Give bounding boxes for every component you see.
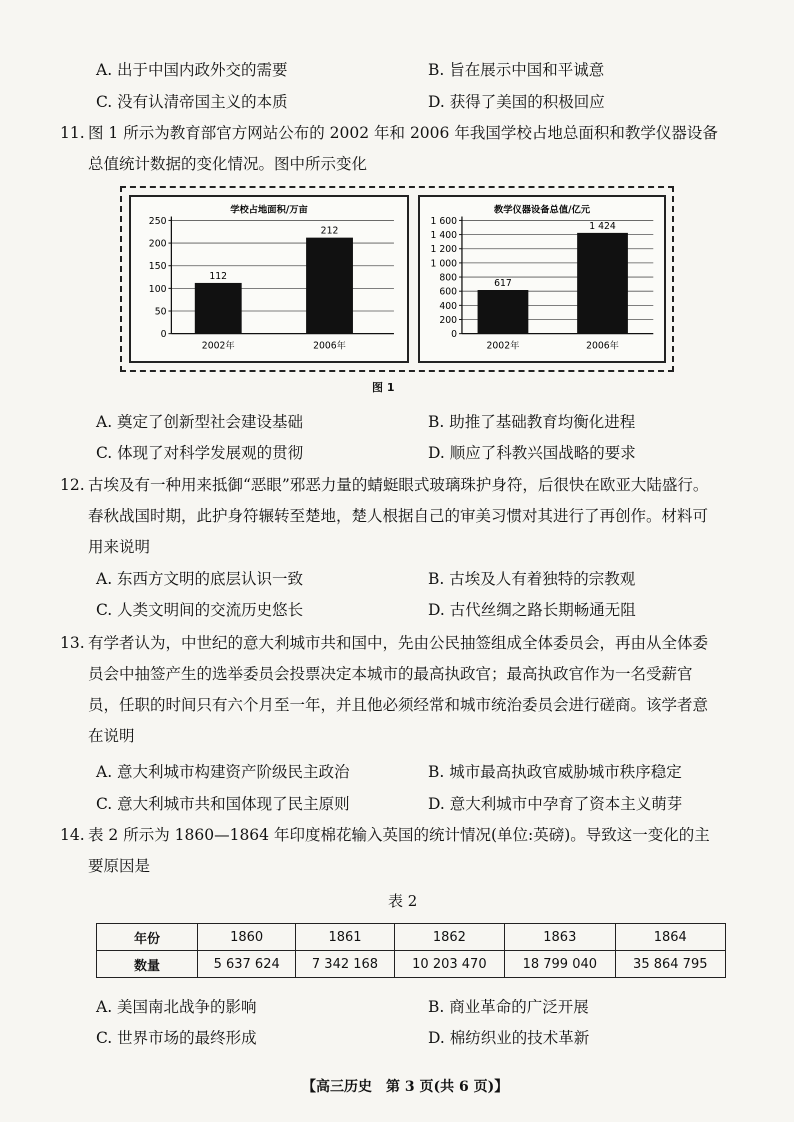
q11-options-row-1 <box>96 410 756 434</box>
question-12-line-1: 古埃及有一种用来抵御“恶眼”邪恶力量的蜻蜓眼式玻璃珠护身符，后很快在欧亚大陆盛行。 <box>88 476 709 494</box>
q11-option-b: B. 助推了基础教育均衡化进程 <box>428 413 636 431</box>
q12-option-d: D. 古代丝绸之路长期畅通无阻 <box>428 601 636 619</box>
q12-option-b: B. 古埃及人有着独特的宗教观 <box>428 570 636 588</box>
q10-option-b: B. 旨在展示中国和平诚意 <box>428 61 605 79</box>
q14-option-c: C. 世界市场的最终形成 <box>96 1029 257 1047</box>
question-12 <box>60 470 738 563</box>
table-cell-year: 1862 <box>394 924 504 951</box>
table-head-amount: 数量 <box>97 951 198 978</box>
page-footer: 【高三历史 第 3 页(共 6 页)】 <box>302 1079 509 1095</box>
bar <box>478 290 529 334</box>
data-label: 1 424 <box>589 220 616 232</box>
question-12-line-3: 用来说明 <box>88 538 151 556</box>
y-tick-label: 150 <box>148 261 167 273</box>
chart-title: 教学仪器设备总值/亿元 <box>493 204 591 216</box>
table-head-year: 年份 <box>97 924 198 951</box>
q10-options-row-2 <box>96 90 756 114</box>
y-tick-label: 50 <box>154 306 167 318</box>
data-label: 212 <box>320 225 339 237</box>
q14-options-row-1 <box>96 995 756 1019</box>
q11-option-d: D. 顺应了科教兴国战略的要求 <box>428 444 636 462</box>
q13-option-c: C. 意大利城市共和国体现了民主原则 <box>96 795 350 813</box>
question-12-number: 12. <box>60 476 85 494</box>
question-11 <box>60 118 738 180</box>
q10-options-row-1 <box>96 58 756 82</box>
y-tick-label: 1 000 <box>430 258 458 270</box>
q12-options-row-2 <box>96 598 756 622</box>
question-11-number: 11. <box>60 124 85 142</box>
q10-option-c: C. 没有认清帝国主义的本质 <box>96 93 288 111</box>
y-tick-label: 0 <box>160 329 167 341</box>
y-tick-label: 200 <box>439 314 458 326</box>
q13-option-a: A. 意大利城市构建资产阶级民主政治 <box>96 763 350 781</box>
cotton-import-table <box>96 923 726 978</box>
question-14-number: 14. <box>60 826 85 844</box>
chart-panel-area <box>129 195 409 363</box>
chart-school-area <box>131 197 407 361</box>
y-tick-label: 0 <box>451 329 458 341</box>
question-11-line-1: 图 1 所示为教育部官方网站公布的 2002 年和 2006 年我国学校占地总面积和教学仪器设备 <box>88 124 718 142</box>
question-13-line-3: 员，任职的时间只有六个月至一年，并且他必须经常和城市统治委员会进行磋商。该学者意 <box>88 696 709 714</box>
table-cell-year: 1864 <box>615 924 725 951</box>
data-label: 112 <box>209 271 228 283</box>
question-14-line-2: 要原因是 <box>88 857 151 875</box>
y-tick-label: 1 400 <box>430 230 458 241</box>
table-cell-year: 1860 <box>198 924 296 951</box>
question-13-line-2: 员会中抽签产生的选举委员会投票决定本城市的最高执政官；最高执政官作为一名受薪官 <box>88 665 693 683</box>
data-label: 617 <box>494 278 512 290</box>
table-cell-amount: 5 637 624 <box>198 951 296 978</box>
q12-options-row-1 <box>96 567 756 591</box>
chart-title: 学校占地面积/万亩 <box>230 204 308 216</box>
bar <box>577 233 628 334</box>
table-cell-amount: 18 799 040 <box>505 951 615 978</box>
table-row-amounts <box>97 951 726 978</box>
q11-options-row-2 <box>96 441 756 465</box>
y-tick-label: 800 <box>439 272 458 284</box>
table-cell-amount: 7 342 168 <box>296 951 394 978</box>
q14-option-b: B. 商业革命的广泛开展 <box>428 998 589 1016</box>
table-cell-amount: 10 203 470 <box>394 951 504 978</box>
table-2-caption: 表 2 <box>388 892 418 910</box>
y-tick-label: 200 <box>148 238 167 250</box>
q10-option-d: D. 获得了美国的积极回应 <box>428 93 605 111</box>
q13-options-row-2 <box>96 792 756 816</box>
q13-options-row-1 <box>96 760 756 784</box>
x-tick-label: 2006年 <box>313 340 346 352</box>
q11-option-a: A. 奠定了创新型社会建设基础 <box>96 413 304 431</box>
q12-option-a: A. 东西方文明的底层认识一致 <box>96 570 304 588</box>
y-tick-label: 400 <box>439 300 458 312</box>
q12-option-c: C. 人类文明间的交流历史悠长 <box>96 601 304 619</box>
chart-equipment-value <box>420 197 664 361</box>
figure-1-caption: 图 1 <box>372 381 395 394</box>
q13-option-b: B. 城市最高执政官威胁城市秩序稳定 <box>428 763 682 781</box>
q13-option-d: D. 意大利城市中孕育了资本主义萌芽 <box>428 795 683 813</box>
question-11-line-2: 总值统计数据的变化情况。图中所示变化 <box>88 155 368 173</box>
x-tick-label: 2002年 <box>201 340 235 352</box>
question-13 <box>60 628 738 752</box>
bar <box>195 283 242 334</box>
y-tick-label: 1 200 <box>430 244 458 256</box>
q10-option-a: A. 出于中国内政外交的需要 <box>96 61 288 79</box>
question-14 <box>60 820 738 882</box>
q14-option-d: D. 棉纺织业的技术革新 <box>428 1029 590 1047</box>
x-tick-label: 2002年 <box>486 340 520 352</box>
chart-panel-equipment <box>418 195 666 363</box>
x-tick-label: 2006年 <box>586 340 619 352</box>
question-13-number: 13. <box>60 634 85 652</box>
q14-option-a: A. 美国南北战争的影响 <box>96 998 257 1016</box>
table-cell-year: 1861 <box>296 924 394 951</box>
table-cell-year: 1863 <box>505 924 615 951</box>
y-tick-label: 250 <box>148 215 167 227</box>
bar <box>306 238 353 334</box>
figure-1-frame <box>120 186 674 372</box>
table-row-years <box>97 924 726 951</box>
table-cell-amount: 35 864 795 <box>615 951 725 978</box>
question-14-line-1: 表 2 所示为 1860—1864 年印度棉花输入英国的统计情况(单位:英磅)。导致这一变化的主 <box>88 826 710 844</box>
question-13-line-1: 有学者认为，中世纪的意大利城市共和国中，先由公民抽签组成全体委员会，再由从全体委 <box>88 634 709 652</box>
y-tick-label: 1 600 <box>430 215 458 227</box>
q14-options-row-2 <box>96 1026 756 1050</box>
q11-option-c: C. 体现了对科学发展观的贯彻 <box>96 444 304 462</box>
y-tick-label: 600 <box>439 286 458 298</box>
y-tick-label: 100 <box>148 283 167 295</box>
question-13-line-4: 在说明 <box>88 727 135 745</box>
question-12-line-2: 春秋战国时期，此护身符辗转至楚地，楚人根据自己的审美习惯对其进行了再创作。材料可 <box>88 507 709 525</box>
